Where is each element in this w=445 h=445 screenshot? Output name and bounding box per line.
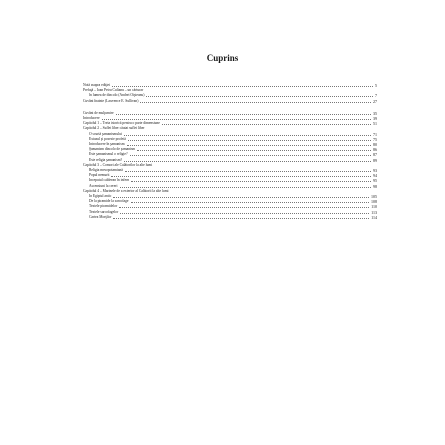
toc-entry-label: Introducere în şamanism bbox=[89, 142, 125, 147]
toc-entry-label: Capitolul 1 – Treia istorică pentru o parte dimensiune bbox=[83, 121, 160, 126]
toc-entry-label: Popul nemurit bbox=[89, 173, 110, 178]
toc-entry-label: Cuvânt de mulţumire bbox=[83, 110, 114, 115]
toc-leader-dots bbox=[119, 207, 369, 208]
toc-entry-label: Notă asupra ediţiei bbox=[83, 83, 111, 87]
toc-entry-page: 89 bbox=[373, 157, 377, 163]
toc-entry-page: 95 bbox=[373, 178, 377, 184]
toc-entry-label: Textele sarcofagelor bbox=[89, 209, 119, 214]
toc-leader-dots bbox=[113, 197, 369, 198]
toc-entry-page: 39 bbox=[373, 116, 377, 122]
toc-entry-label: Capitolul 2 – Suflet liber căutat suflet liber bbox=[83, 126, 145, 131]
toc-entry-label: Textele piramidelor bbox=[89, 204, 118, 209]
toc-entry bbox=[83, 215, 377, 220]
toc-entry-label: În Egiptul antic bbox=[89, 194, 112, 199]
toc-leader-dots bbox=[111, 176, 371, 177]
toc-leader-dots bbox=[137, 150, 371, 151]
toc-entry-label: O scurtă şamanismului bbox=[89, 131, 122, 136]
toc-entry-page: 7 bbox=[375, 93, 377, 99]
toc-entry-label: Prefaţă – Ioan Petru Culianu – un cărturar bbox=[83, 88, 144, 93]
toc-entry-label: Introducere bbox=[83, 116, 100, 121]
toc-leader-dots bbox=[116, 114, 371, 115]
toc-entry-label: Cuvânt înainte (Lawrence E. Sullivan) bbox=[83, 98, 139, 103]
toc-entry-label: Ascensiuni la cereri bbox=[89, 183, 118, 188]
toc-entry-page: 71 bbox=[373, 131, 377, 137]
toc-entry-page: 75 bbox=[373, 136, 377, 142]
toc-leader-dots bbox=[128, 140, 371, 141]
toc-entry-label: Este religia şamanism? bbox=[89, 157, 123, 162]
toc-entry-page: 87 bbox=[373, 152, 377, 158]
toc-entry-page: 51 bbox=[373, 121, 377, 127]
toc-entry-label: Religia mesopotamiană bbox=[89, 168, 123, 173]
toc-entry-page: 35 bbox=[373, 110, 377, 116]
toc-entry-page: 5 bbox=[375, 83, 377, 88]
toc-entry-label: Este şamanismul o religie? bbox=[89, 152, 128, 157]
toc-entry-page: 86 bbox=[373, 147, 377, 153]
toc-entry-label: în lumea de dincolo (Andrei Oişteanu) bbox=[89, 93, 145, 98]
toc-entry-page: 98 bbox=[373, 183, 377, 189]
toc-entry-label: Extazul şi posesie profetă bbox=[89, 136, 126, 141]
toc-entry-page: 114 bbox=[371, 214, 377, 220]
toc-leader-dots bbox=[131, 181, 371, 182]
toc-entry-label: Cartea Morţilor bbox=[89, 214, 112, 219]
toc-leader-dots bbox=[120, 213, 369, 214]
toc-leader-dots bbox=[113, 218, 369, 219]
toc-entry-label: Începutul caldeean în infern bbox=[89, 178, 130, 183]
toc-entry-label: Capitolul 4 – Marinele de a exterior al Calătorii la alte lumi bbox=[83, 188, 169, 193]
table-of-contents bbox=[83, 83, 377, 220]
toc-leader-dots bbox=[130, 155, 371, 156]
toc-leader-dots bbox=[120, 187, 371, 188]
toc-leader-dots bbox=[140, 102, 371, 103]
toc-entry-page: 93 bbox=[373, 168, 377, 174]
toc-leader-dots bbox=[102, 119, 371, 120]
toc-leader-dots bbox=[131, 202, 369, 203]
toc-entry-page: 80 bbox=[373, 142, 377, 148]
toc-leader-dots bbox=[162, 124, 371, 125]
toc-entry-page: 110 bbox=[371, 204, 377, 210]
toc-entry-page: 113 bbox=[371, 209, 377, 215]
toc-leader-dots bbox=[112, 86, 373, 87]
toc-entry-page: 105 bbox=[371, 194, 377, 200]
toc-entry-label: Şamanism dincolo de şamanism bbox=[89, 147, 136, 152]
toc-entry-label: Capitolul 3 – Comori ale Calătorilor la alte lumi bbox=[83, 162, 153, 167]
page-title: Cuprins bbox=[206, 53, 239, 63]
toc-leader-dots bbox=[127, 145, 371, 146]
toc-leader-dots bbox=[125, 171, 371, 172]
section-gap bbox=[83, 104, 377, 111]
toc-leader-dots bbox=[146, 96, 373, 97]
toc-leader-dots bbox=[124, 135, 371, 136]
toc-entry-label: De la piramide la sarcofage bbox=[89, 199, 129, 204]
toc-entry-page: 27 bbox=[373, 98, 377, 104]
toc-entry-page: 108 bbox=[371, 199, 377, 205]
toc-leader-dots bbox=[124, 161, 371, 162]
toc-entry-page: 94 bbox=[373, 173, 377, 179]
